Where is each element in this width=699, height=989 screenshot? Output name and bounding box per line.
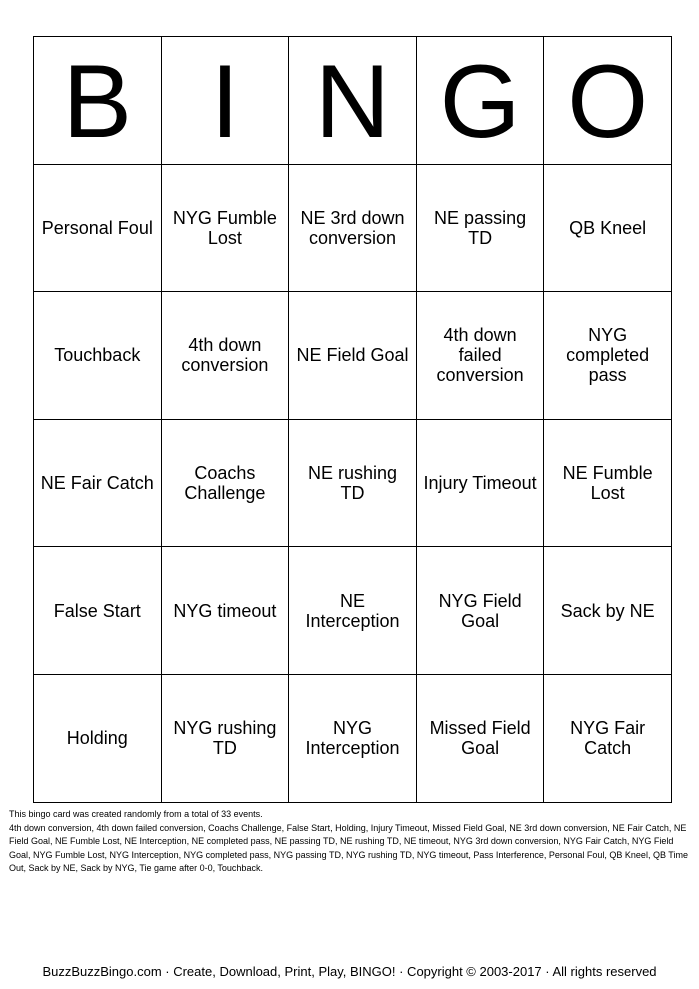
bingo-cell: NYG completed pass <box>544 292 672 420</box>
bingo-row <box>34 419 672 547</box>
header-letter-g: G <box>416 37 544 165</box>
page-footer: BuzzBuzzBingo.com · Create, Download, Print, Play, BINGO! · Copyright © 2003-2017 · All rights reserved <box>42 964 657 979</box>
bingo-row <box>34 674 672 802</box>
bingo-cell: 4th down failed conversion <box>416 292 544 420</box>
bingo-cell: Holding <box>34 674 162 802</box>
bingo-cell: 4th down conversion <box>161 292 289 420</box>
bingo-cell: NE 3rd down conversion <box>289 164 417 292</box>
header-letter-b: B <box>34 37 162 165</box>
bingo-header-row <box>34 37 672 165</box>
header-letter-o: O <box>544 37 672 165</box>
bingo-cell: NYG Interception <box>289 674 417 802</box>
bingo-cell: NE rushing TD <box>289 419 417 547</box>
bingo-cell: Personal Foul <box>34 164 162 292</box>
bingo-cell: NYG Fair Catch <box>544 674 672 802</box>
bingo-cell: Touchback <box>34 292 162 420</box>
bingo-cell: NE passing TD <box>416 164 544 292</box>
header-letter-n: N <box>289 37 417 165</box>
header-letter-i: I <box>161 37 289 165</box>
bingo-cell: Sack by NE <box>544 547 672 675</box>
bingo-cell: Injury Timeout <box>416 419 544 547</box>
card-note <box>9 808 691 876</box>
bingo-cell: NYG timeout <box>161 547 289 675</box>
bingo-row <box>34 292 672 420</box>
bingo-cell: Coachs Challenge <box>161 419 289 547</box>
bingo-cell: NE Interception <box>289 547 417 675</box>
bingo-cell: QB Kneel <box>544 164 672 292</box>
bingo-cell: Missed Field Goal <box>416 674 544 802</box>
bingo-card <box>33 36 672 803</box>
bingo-cell: NE Fumble Lost <box>544 419 672 547</box>
bingo-cell: NE Fair Catch <box>34 419 162 547</box>
bingo-row <box>34 547 672 675</box>
bingo-row <box>34 164 672 292</box>
bingo-cell: NE Field Goal <box>289 292 417 420</box>
note-events-list: 4th down conversion, 4th down failed conversion, Coachs Challenge, False Start, Holding, Injury Timeout, Missed Field Goal, NE 3rd down conversion, NE Fair Catch, NE Field Goal, NE Fumble Lost, NE Interception, NE completed pass, NE passing TD, NE rushing TD, NE timeout, NYG 3rd down conversion, NYG Fair Catch, NYG Field Goal, NYG Fumble Lost, NYG Interception, NYG completed pass, NYG passing TD, NYG rushing TD, NYG timeout, Pass Interference, Personal Foul, QB Kneel, QB Time Out, Sack by NE, Sack by NYG, Tie game after 0-0, Touchback. <box>9 822 688 873</box>
note-intro: This bingo card was created randomly from a total of 33 events. <box>9 809 263 819</box>
bingo-cell: NYG rushing TD <box>161 674 289 802</box>
bingo-cell: NYG Fumble Lost <box>161 164 289 292</box>
bingo-cell: NYG Field Goal <box>416 547 544 675</box>
bingo-cell: False Start <box>34 547 162 675</box>
